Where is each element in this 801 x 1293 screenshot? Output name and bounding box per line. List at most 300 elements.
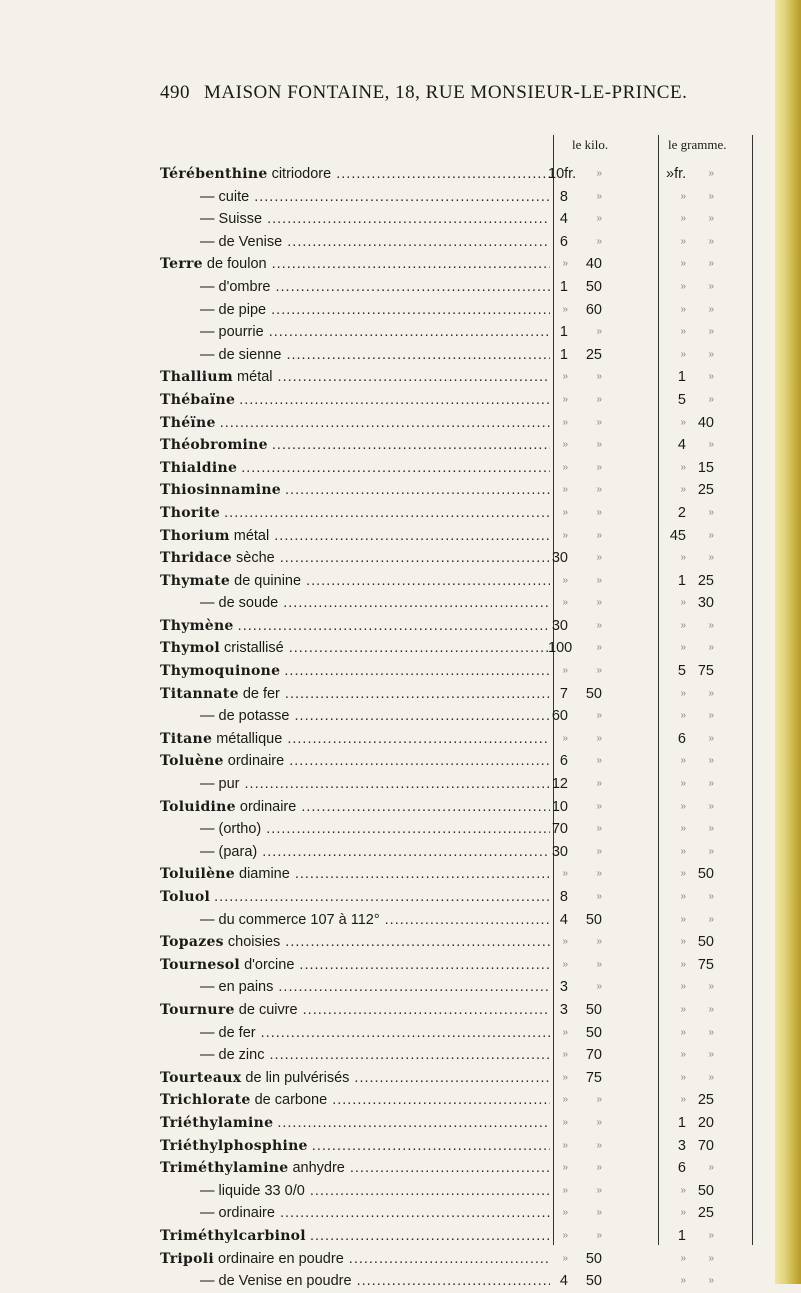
table-row [160, 457, 750, 480]
gramme-centimes: » [708, 619, 714, 631]
gramme-francs: » [680, 891, 686, 902]
kilo-centimes: » [596, 1229, 602, 1241]
gramme-centimes: » [708, 913, 714, 925]
gramme-centimes: 20 [697, 1114, 714, 1131]
gramme-centimes: » [708, 371, 714, 383]
product-variant: métallique [216, 730, 283, 747]
kilo-centimes: » [596, 891, 602, 902]
kilo-centimes: » [596, 506, 602, 518]
product-name [160, 299, 550, 322]
product-name [160, 321, 550, 344]
product-heading: Tournure [160, 1001, 235, 1018]
table-row [160, 412, 750, 435]
product-name [160, 863, 550, 886]
product-heading: Théïne [160, 414, 216, 431]
kilo-centimes: » [596, 710, 602, 722]
gramme-centimes: 75 [697, 956, 714, 973]
product-heading: Terre [160, 256, 203, 273]
product-variant: — liquide 33 0/0 [200, 1182, 305, 1199]
product-name [160, 570, 550, 593]
kilo-francs: 30 [551, 843, 568, 860]
gramme-francs: » [680, 823, 686, 835]
gramme-francs: » [680, 1275, 686, 1287]
product-heading: Théobromine [160, 437, 268, 454]
kilo-francs: 6 [559, 753, 568, 770]
table-row [160, 547, 750, 570]
kilo-centimes: » [596, 958, 602, 970]
table-row [160, 1180, 750, 1203]
kilo-centimes: » [596, 755, 602, 767]
kilo-francs: » [562, 1139, 568, 1151]
table-row [160, 773, 750, 796]
product-name [160, 909, 550, 932]
product-name [160, 344, 550, 367]
kilo-francs: 8 [559, 188, 568, 205]
kilo-francs: 8 [559, 889, 568, 905]
gramme-francs: » [680, 687, 686, 699]
table-row [160, 841, 750, 864]
product-variant: de carbone [254, 1092, 328, 1109]
gramme-centimes: » [708, 823, 714, 835]
gramme-centimes: » [708, 258, 714, 270]
table-row [160, 818, 750, 841]
product-name [160, 457, 550, 480]
kilo-francs: » [562, 1071, 568, 1083]
product-variant: de quinine [234, 572, 302, 589]
kilo-centimes: » [596, 845, 602, 857]
gramme-centimes: » [708, 755, 714, 767]
product-name [160, 1022, 550, 1045]
product-heading: Triméthylamine [160, 1160, 289, 1177]
kilo-column-header: le kilo. [572, 137, 609, 152]
gramme-francs: » [680, 958, 686, 970]
product-name [160, 796, 550, 819]
kilo-francs: » [562, 936, 568, 948]
kilo-francs: » [562, 1116, 568, 1128]
product-heading: Thymate [160, 572, 231, 589]
kilo-centimes: » [596, 235, 602, 247]
gramme-centimes: » [708, 800, 714, 812]
product-name [160, 276, 550, 299]
table-row [160, 502, 750, 525]
kilo-centimes: » [596, 168, 602, 179]
table-row [160, 1022, 750, 1045]
product-variant: — d'ombre [200, 278, 271, 295]
gramme-centimes: 25 [697, 572, 714, 589]
product-variant: choisies [227, 934, 281, 951]
gramme-centimes: » [708, 1162, 714, 1174]
product-variant: métal [237, 369, 273, 386]
kilo-francs: » [562, 732, 568, 744]
gramme-francs: » [680, 619, 686, 631]
gramme-francs: » [680, 303, 686, 315]
gramme-francs: » [680, 1071, 686, 1083]
kilo-centimes: » [596, 868, 602, 880]
product-name [160, 1248, 550, 1271]
table-row [160, 1112, 750, 1135]
table-row [160, 886, 750, 909]
gramme-centimes: » [708, 1003, 714, 1015]
kilo-francs: 6 [559, 233, 568, 250]
gramme-francs: 5 [677, 663, 686, 680]
kilo-francs: 4 [559, 911, 568, 928]
product-variant: ordinaire [227, 753, 285, 770]
kilo-centimes: » [596, 439, 602, 451]
product-heading: Thymène [160, 617, 234, 634]
kilo-francs: » [562, 439, 568, 451]
product-variant: de cuivre [238, 1001, 298, 1018]
gramme-francs: » [680, 213, 686, 225]
product-heading: Toluol [160, 889, 211, 905]
gramme-centimes: » [708, 845, 714, 857]
table-row [160, 1202, 750, 1225]
kilo-francs: 70 [551, 821, 568, 838]
gramme-francs: » [680, 755, 686, 767]
product-variant: — du commerce 107 à 112° [200, 911, 380, 928]
product-name [160, 841, 550, 864]
kilo-francs: » [562, 574, 568, 586]
product-heading: Thébaïne [160, 391, 236, 408]
price-table [160, 163, 750, 1293]
gramme-francs: » [680, 1049, 686, 1061]
kilo-francs: » [562, 393, 568, 405]
kilo-centimes: » [596, 461, 602, 473]
gramme-francs: 5 [677, 391, 686, 408]
gramme-francs: » [680, 235, 686, 247]
gramme-francs: » [680, 913, 686, 925]
column-divider-right [752, 135, 753, 1245]
kilo-francs: » [562, 1252, 568, 1264]
gramme-francs: » [680, 258, 686, 270]
gramme-francs: » [680, 778, 686, 790]
kilo-centimes: » [596, 1116, 602, 1128]
table-row [160, 637, 750, 660]
product-variant: — de zinc [200, 1047, 265, 1064]
gramme-centimes: 25 [697, 1092, 714, 1109]
product-heading: Toluène [160, 753, 224, 770]
gramme-centimes: 25 [697, 482, 714, 499]
product-heading: Triméthylcarbinol [160, 1227, 306, 1244]
kilo-francs: » [562, 529, 568, 541]
table-row [160, 954, 750, 977]
product-variant: ordinaire en poudre [218, 1250, 344, 1267]
product-variant: — pourrie [200, 324, 264, 341]
product-heading: Thymol [160, 640, 221, 657]
table-row [160, 592, 750, 615]
gramme-centimes: » [708, 506, 714, 518]
product-name [160, 976, 550, 999]
table-row [160, 796, 750, 819]
gramme-francs: » [680, 1252, 686, 1264]
kilo-centimes: » [596, 484, 602, 496]
kilo-francs: 4 [559, 1273, 568, 1290]
kilo-francs: 30 [551, 617, 568, 634]
product-variant: — de soude [200, 595, 279, 612]
product-heading: Toluilène [160, 866, 235, 883]
gramme-centimes: 25 [697, 1205, 714, 1222]
gramme-centimes: » [708, 213, 714, 225]
gramme-francs: 1 [677, 369, 686, 386]
product-variant: diamine [239, 866, 290, 883]
product-variant: — pur [200, 776, 240, 793]
kilo-centimes: » [596, 1162, 602, 1174]
product-name [160, 253, 550, 276]
kilo-francs: 10 [551, 798, 568, 815]
product-variant: — de Venise en poudre [200, 1273, 352, 1290]
product-name [160, 999, 550, 1022]
kilo-centimes: » [596, 665, 602, 677]
table-row [160, 909, 750, 932]
table-row [160, 705, 750, 728]
gramme-centimes: » [708, 393, 714, 405]
gramme-centimes: » [708, 1071, 714, 1083]
gramme-centimes: 50 [697, 934, 714, 951]
gramme-francs: » [680, 348, 686, 360]
gramme-francs: 1 [677, 572, 686, 589]
gramme-centimes: » [708, 1026, 714, 1038]
kilo-centimes: » [596, 1207, 602, 1219]
product-name [160, 931, 550, 954]
table-row [160, 863, 750, 886]
product-heading: Titane [160, 730, 213, 747]
product-name [160, 1067, 550, 1090]
table-row [160, 728, 750, 751]
gramme-centimes: » [708, 1229, 714, 1241]
table-row [160, 1248, 750, 1271]
product-heading: Thiosinnamine [160, 482, 281, 499]
product-name [160, 1089, 550, 1112]
product-name [160, 1112, 550, 1135]
product-heading: Titannate [160, 685, 239, 702]
product-variant: — de Venise [200, 233, 283, 250]
kilo-francs: » [562, 461, 568, 473]
kilo-centimes: 60 [585, 301, 602, 318]
gramme-francs: » [680, 190, 686, 202]
kilo-francs: » [562, 1184, 568, 1196]
product-variant: d'orcine [244, 956, 295, 973]
table-row [160, 344, 750, 367]
table-row [160, 570, 750, 593]
product-heading: Tripoli [160, 1250, 214, 1267]
product-variant: — cuite [200, 188, 250, 205]
product-variant: — Suisse [200, 211, 263, 228]
product-variant: — de fer [200, 1024, 256, 1041]
product-variant: — (ortho) [200, 821, 262, 838]
kilo-centimes: 50 [585, 1001, 602, 1018]
product-name [160, 818, 550, 841]
product-name [160, 660, 550, 683]
product-variant: — (para) [200, 843, 258, 860]
product-name [160, 705, 550, 728]
kilo-centimes: » [596, 778, 602, 790]
table-row [160, 231, 750, 254]
gramme-francs: » [680, 981, 686, 993]
kilo-francs: 4 [559, 211, 568, 228]
product-name [160, 773, 550, 796]
product-name [160, 592, 550, 615]
table-row [160, 931, 750, 954]
product-heading: Thorite [160, 504, 221, 521]
gramme-francs: » [680, 461, 686, 473]
kilo-francs: » [562, 1162, 568, 1174]
product-name [160, 886, 550, 909]
gramme-centimes: » [708, 981, 714, 993]
gramme-francs: 3 [677, 1137, 686, 1154]
product-name [160, 615, 550, 638]
gramme-francs: » [680, 868, 686, 880]
gramme-centimes: » [708, 1275, 714, 1287]
kilo-centimes: 50 [585, 911, 602, 928]
kilo-francs: » [562, 1094, 568, 1106]
page-number: 490 [160, 82, 190, 103]
table-row [160, 208, 750, 231]
product-name [160, 208, 550, 231]
product-name [160, 683, 550, 706]
product-heading: Tourteaux [160, 1069, 242, 1086]
table-row [160, 1089, 750, 1112]
table-row [160, 253, 750, 276]
table-row [160, 1270, 750, 1293]
table-row [160, 525, 750, 548]
kilo-francs: » [562, 416, 568, 428]
product-heading: Triéthylphosphine [160, 1137, 308, 1154]
product-name [160, 186, 550, 209]
product-heading: Tournesol [160, 956, 241, 973]
gramme-centimes: » [708, 642, 714, 654]
kilo-centimes: » [596, 371, 602, 383]
kilo-centimes: » [596, 552, 602, 564]
product-heading: Triéthylamine [160, 1114, 274, 1131]
kilo-centimes: » [596, 1094, 602, 1106]
gramme-centimes: » [708, 1252, 714, 1264]
gramme-centimes: 30 [697, 595, 714, 612]
product-variant: — de sienne [200, 346, 282, 363]
kilo-centimes: » [596, 619, 602, 631]
gramme-centimes: 15 [697, 459, 714, 476]
gramme-centimes: 50 [697, 1182, 714, 1199]
gramme-francs: » [680, 710, 686, 722]
kilo-centimes: 25 [585, 346, 602, 363]
kilo-francs: 60 [551, 708, 568, 725]
product-name [160, 1225, 550, 1248]
product-heading: Térébenthine [160, 166, 268, 182]
gramme-francs: » [680, 416, 686, 428]
kilo-francs: 100 [548, 640, 573, 657]
gramme-francs: 1 [677, 1114, 686, 1131]
kilo-centimes: » [596, 326, 602, 338]
kilo-centimes: » [596, 732, 602, 744]
product-variant: — ordinaire [200, 1205, 275, 1222]
gramme-francs: » [680, 1184, 686, 1196]
gramme-centimes: » [708, 280, 714, 292]
kilo-centimes: » [596, 936, 602, 948]
product-name [160, 412, 550, 435]
kilo-centimes: » [596, 597, 602, 609]
kilo-francs: » [562, 1049, 568, 1061]
table-row [160, 976, 750, 999]
product-name [160, 434, 550, 457]
table-row [160, 1044, 750, 1067]
gramme-francs: 45 [669, 527, 686, 544]
kilo-centimes: » [596, 529, 602, 541]
kilo-francs: » [562, 665, 568, 677]
gramme-centimes: 40 [697, 414, 714, 431]
gramme-centimes: » [708, 1049, 714, 1061]
gramme-centimes: » [708, 303, 714, 315]
product-name [160, 750, 550, 773]
table-row [160, 479, 750, 502]
kilo-francs: » [562, 1229, 568, 1241]
product-heading: Topazes [160, 934, 224, 951]
table-row [160, 1225, 750, 1248]
kilo-centimes: 40 [585, 256, 602, 273]
table-row [160, 999, 750, 1022]
kilo-centimes: » [596, 393, 602, 405]
product-name [160, 1135, 550, 1158]
gramme-francs: » [680, 800, 686, 812]
table-row [160, 660, 750, 683]
product-variant: citriodore [271, 166, 332, 182]
product-name [160, 163, 550, 186]
page-binding-edge [775, 0, 801, 1284]
gramme-francs: » [680, 1094, 686, 1106]
kilo-centimes: 50 [585, 1024, 602, 1041]
table-row [160, 389, 750, 412]
gramme-centimes: » [708, 529, 714, 541]
kilo-francs: » [562, 484, 568, 496]
table-row [160, 276, 750, 299]
gramme-francs: 1 [677, 1227, 686, 1244]
product-variant: sèche [236, 550, 275, 567]
gramme-francs: » [680, 642, 686, 654]
gramme-francs: »fr. [666, 166, 687, 182]
running-header [160, 82, 731, 104]
gramme-francs: » [680, 1207, 686, 1219]
gramme-francs: » [680, 1003, 686, 1015]
product-name [160, 1202, 550, 1225]
kilo-francs: » [562, 1207, 568, 1219]
table-row [160, 750, 750, 773]
product-name [160, 1180, 550, 1203]
product-name [160, 728, 550, 751]
table-row [160, 434, 750, 457]
gramme-centimes: » [708, 190, 714, 202]
table-row [160, 163, 750, 186]
product-heading: Thridace [160, 550, 232, 567]
table-row [160, 1157, 750, 1180]
kilo-francs: 1 [559, 346, 568, 363]
product-variant: — de pipe [200, 301, 267, 318]
gramme-centimes: 70 [697, 1137, 714, 1154]
product-name [160, 954, 550, 977]
gramme-centimes: » [708, 687, 714, 699]
gramme-centimes: » [708, 552, 714, 564]
kilo-centimes: » [596, 1139, 602, 1151]
table-row [160, 321, 750, 344]
gramme-centimes: » [708, 439, 714, 451]
gramme-centimes: » [708, 710, 714, 722]
kilo-centimes: 70 [585, 1047, 602, 1064]
product-name [160, 231, 550, 254]
kilo-centimes: » [596, 213, 602, 225]
product-name [160, 1157, 550, 1180]
kilo-francs: » [562, 1026, 568, 1038]
product-heading: Thallium [160, 369, 234, 386]
kilo-francs: » [562, 303, 568, 315]
product-variant: — en pains [200, 979, 274, 996]
product-variant: de lin pulvérisés [245, 1069, 350, 1086]
page-title: MAISON FONTAINE, 18, RUE MONSIEUR-LE-PRINCE. [204, 82, 688, 103]
